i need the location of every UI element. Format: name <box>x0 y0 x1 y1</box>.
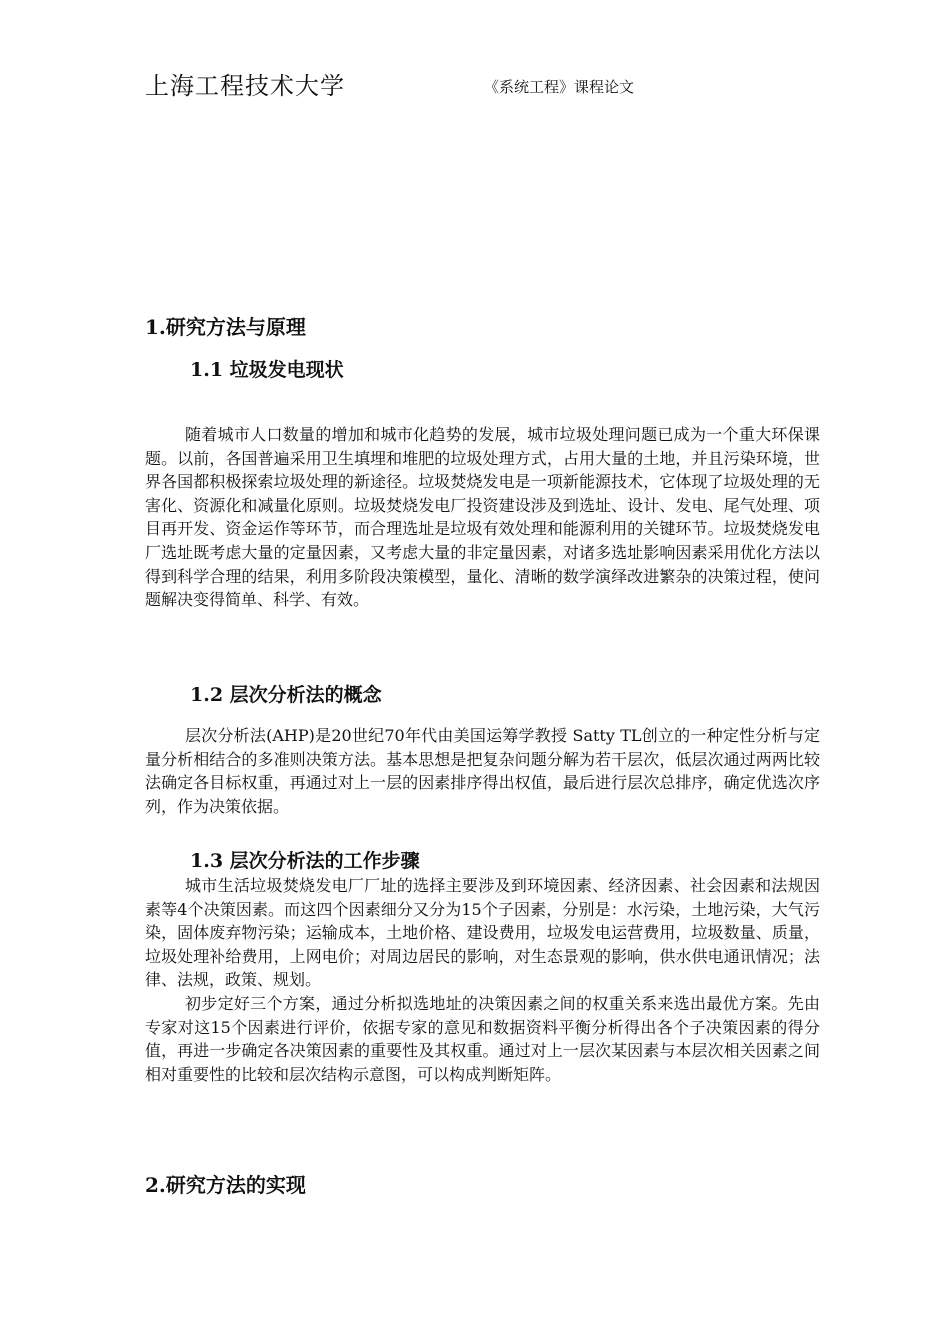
section-1-1-paragraph: 随着城市人口数量的增加和城市化趋势的发展，城市垃圾处理问题已成为一个重大环保课题。以前，各国普遍采用卫生填埋和堆肥的垃圾处理方式，占用大量的土地，并且污染环境，世界各国都积极探索垃圾处理的新途径。垃圾焚烧发电是一项新能源技术，它体现了垃圾处理的无害化、资源化和减量化原则。垃圾焚烧发电厂投资建设涉及到选址、设计、发电、尾气处理、项目再开发、资金运作等环节，而合理选址是垃圾有效处理和能源利用的关键环节。垃圾焚烧发电厂选址既考虑大量的定量因素，又考虑大量的非定量因素，对诸多选址影响因素采用优化方法以得到科学合理的结果，利用多阶段决策模型，量化、清晰的数学演绎改进繁杂的决策过程，使问题解决变得简单、科学、有效。 <box>145 425 820 610</box>
section-1-1-title: 1.1 垃圾发电现状 <box>190 359 344 381</box>
section-1-3-paragraph-1: 城市生活垃圾焚烧发电厂厂址的选择主要涉及到环境因素、经济因素、社会因素和法规因素等4个决策因素。而这四个因素细分又分为15个子因素，分别是：水污染，土地污染，大气污染，固体废弃物污染；运输成本，土地价格、建设费用，垃圾发电运营费用，垃圾数量、质量，垃圾处理补给费用，上网电价；对周边居民的影响，对生态景观的影响，供水供电通讯情况；法律、法规，政策、规划。 <box>145 876 820 990</box>
section-2-title: 2.研究方法的实现 <box>145 1173 306 1197</box>
header-school-name: 上海工程技术大学 <box>145 72 345 100</box>
header-course-title: 《系统工程》课程论文 <box>484 78 635 96</box>
section-1-title: 1.研究方法与原理 <box>145 315 306 339</box>
section-1-3-paragraph-2: 初步定好三个方案，通过分析拟选地址的决策因素之间的权重关系来选出最优方案。先由专家对这15个因素进行评价，依据专家的意见和数据资料平衡分析得出各个子决策因素的得分值，再进一步确定各决策因素的重要性及其权重。通过对上一层次某因素与本层次相关因素之间相对重要性的比较和层次结构示意图，可以构成判断矩阵。 <box>145 994 820 1084</box>
section-1-2-paragraph: 层次分析法(AHP)是20世纪70年代由美国运筹学教授 Satty TL创立的一种定性分析与定量分析相结合的多准则决策方法。基本思想是把复杂问题分解为若干层次，低层次通过两两比较法确定各目标权重，再通过对上一层的因素排序得出权值，最后进行层次总排序，确定优选次序列，作为决策依据。 <box>145 726 820 816</box>
section-1-3-title: 1.3 层次分析法的工作步骤 <box>190 850 420 872</box>
section-1-2-title: 1.2 层次分析法的概念 <box>190 684 382 706</box>
